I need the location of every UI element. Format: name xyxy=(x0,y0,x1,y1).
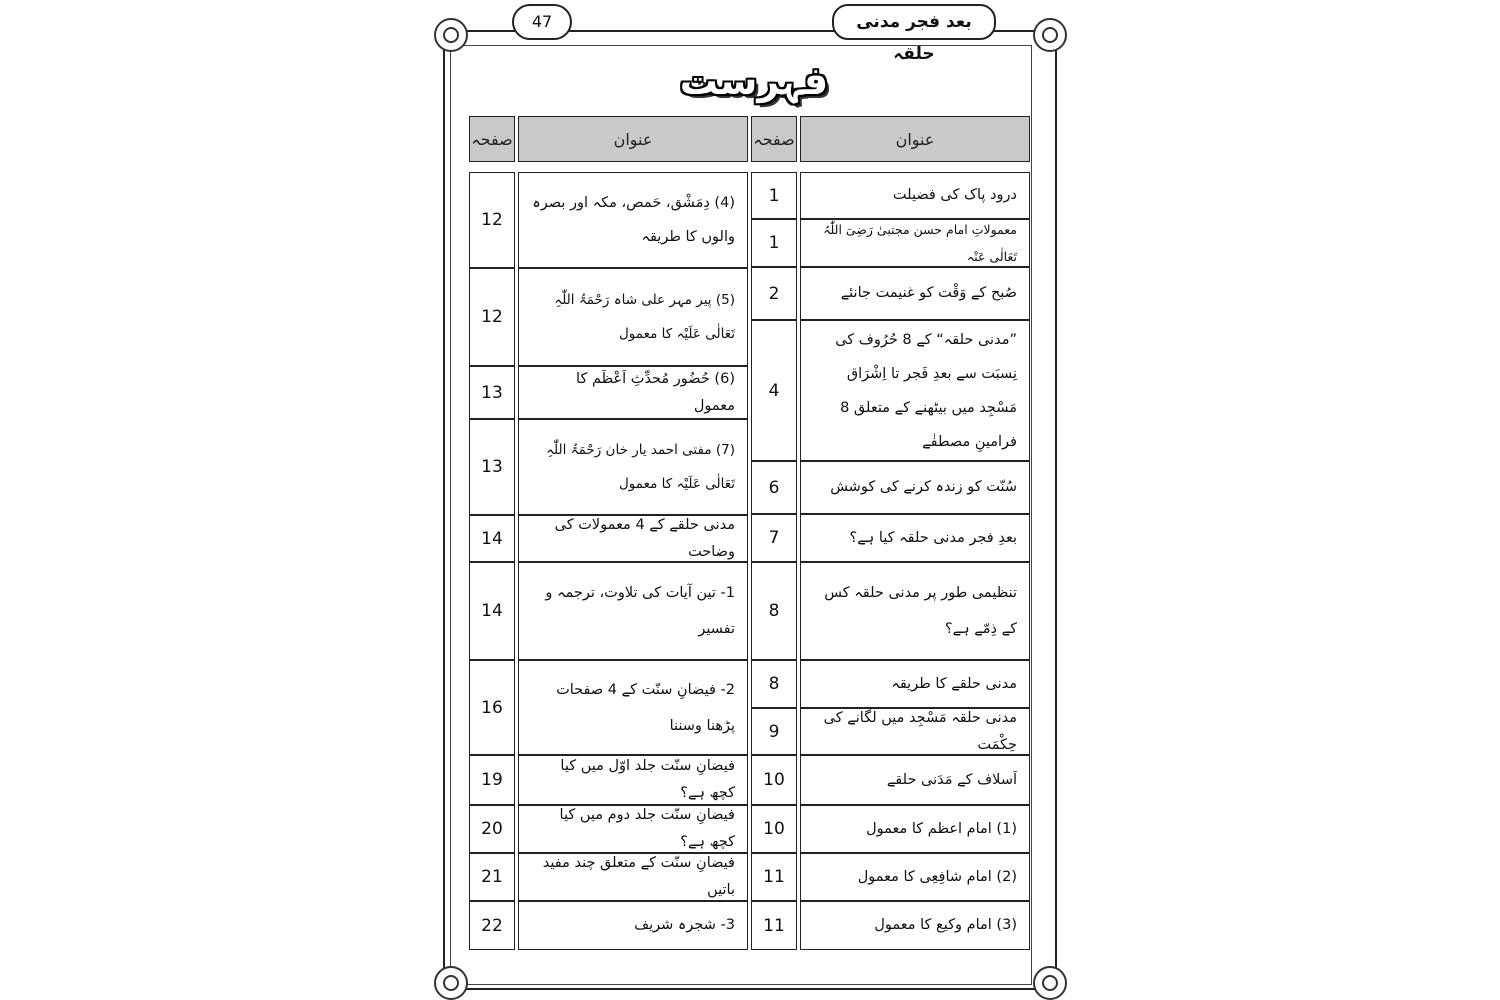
toc-entry-title[interactable]: 1- تین آیات کی تلاوت، ترجمہ و تفسیر xyxy=(518,562,748,660)
toc-entry-title[interactable]: معمولاتِ امام حسن مجتبیٰ رَضِیَ اللّٰہُ تَعَالٰی عَنْہ xyxy=(800,219,1030,267)
toc-entry-title[interactable]: مدنی حلقے کا طریقہ xyxy=(800,660,1030,708)
toc-entry-page: 14 xyxy=(469,562,515,660)
toc-entry-title[interactable]: اَسلاف کے مَدَنی حلقے xyxy=(800,755,1030,805)
toc-entry-page: 8 xyxy=(751,562,797,660)
toc-entry-title[interactable]: ”مدنی حلقہ“ کے 8 حُرُوف کی نِسبَت سے بعدِ فَجر تا اِشْرَاق مَسْجِد میں بیٹھنے کے متعلق 8 فرامینِ مصطفٰے xyxy=(800,320,1030,461)
toc-entry-title[interactable]: فیضانِ سنّت جلد دوم میں کیا کچھ ہے؟ xyxy=(518,805,748,853)
toc-entry-title[interactable]: (7) مفتی احمد یار خان رَحْمَۃُ اللّٰہِ تَعَالٰی عَلَیْہ کا معمول xyxy=(518,419,748,515)
toc-entry-page: 12 xyxy=(469,268,515,366)
page-number: 47 xyxy=(512,4,572,40)
toc-entry-title[interactable]: بعدِ فجر مدنی حلقہ کیا ہے؟ xyxy=(800,514,1030,562)
toc-entry-page: 7 xyxy=(751,514,797,562)
toc-entry-page: 10 xyxy=(751,755,797,805)
toc-entry-page: 13 xyxy=(469,419,515,515)
running-title: بعد فجر مدنی حلقہ xyxy=(832,4,996,40)
toc-entry-page: 12 xyxy=(469,172,515,268)
toc-entry-page: 9 xyxy=(751,708,797,755)
header-topic-right: عنوان xyxy=(800,116,1030,162)
toc-entry-page: 11 xyxy=(751,853,797,901)
document-page xyxy=(434,0,1067,1000)
toc-entry-title[interactable]: (6) حُضُور مُحدِّثِ اَعْظَم کا معمول xyxy=(518,366,748,419)
toc-entry-page: 2 xyxy=(751,267,797,320)
toc-entry-page: 19 xyxy=(469,755,515,805)
toc-entry-page: 4 xyxy=(751,320,797,461)
toc-entry-title[interactable]: 2- فیضانِ سنّت کے 4 صفحات پڑھنا وسننا xyxy=(518,660,748,755)
toc-entry-title[interactable]: فیضانِ سنّت کے متعلق چند مفید باتیں xyxy=(518,853,748,901)
toc-entry-title[interactable]: (1) امام اعظم کا معمول xyxy=(800,805,1030,853)
toc-entry-page: 14 xyxy=(469,515,515,562)
toc-entry-page: 10 xyxy=(751,805,797,853)
toc-entry-title[interactable]: درود پاک کی فضیلت xyxy=(800,172,1030,219)
toc-entry-page: 21 xyxy=(469,853,515,901)
toc-entry-title[interactable]: 3- شجرہ شریف xyxy=(518,901,748,950)
header-page-left: صفحہ xyxy=(469,116,515,162)
toc-entry-title[interactable]: صُبح کے وَقْت کو غنیمت جانئے xyxy=(800,267,1030,320)
header-page-right: صفحہ xyxy=(751,116,797,162)
toc-entry-page: 6 xyxy=(751,461,797,514)
corner-ornament xyxy=(434,966,468,1000)
toc-entry-title[interactable]: (4) دِمَشْق، حَمص، مکہ اور بصرہ والوں کا طریقہ xyxy=(518,172,748,268)
toc-entry-page: 22 xyxy=(469,901,515,950)
page-title: فہرست xyxy=(679,59,829,103)
toc-entry-title[interactable]: مدنی حلقے کے 4 معمولات کی وضاحت xyxy=(518,515,748,562)
toc-entry-page: 8 xyxy=(751,660,797,708)
toc-entry-title[interactable]: سُنّت کو زندہ کرنے کی کوشش xyxy=(800,461,1030,514)
toc-entry-title[interactable]: مدنی حلقہ مَسْجِد میں لگانے کی حِکْمَت xyxy=(800,708,1030,755)
toc-entry-title[interactable]: فیضانِ سنّت جلد اوّل میں کیا کچھ ہے؟ xyxy=(518,755,748,805)
toc-entry-page: 1 xyxy=(751,172,797,219)
toc-entry-page: 1 xyxy=(751,219,797,267)
toc-entry-page: 20 xyxy=(469,805,515,853)
header-topic-left: عنوان xyxy=(518,116,748,162)
corner-ornament xyxy=(1033,18,1067,52)
toc-entry-page: 16 xyxy=(469,660,515,755)
toc-entry-title[interactable]: (5) پیر مہر علی شاہ رَحْمَۃُ اللّٰہِ تَعَالٰی عَلَیْہ کا معمول xyxy=(518,268,748,366)
toc-entry-title[interactable]: تنظیمی طور پر مدنی حلقہ کس کے ذِمّے ہے؟ xyxy=(800,562,1030,660)
toc-entry-page: 13 xyxy=(469,366,515,419)
corner-ornament xyxy=(434,18,468,52)
toc-entry-title[interactable]: (2) امام شافِعِی کا معمول xyxy=(800,853,1030,901)
corner-ornament xyxy=(1033,966,1067,1000)
toc-entry-page: 11 xyxy=(751,901,797,950)
toc-entry-title[interactable]: (3) امام وکیع کا معمول xyxy=(800,901,1030,950)
